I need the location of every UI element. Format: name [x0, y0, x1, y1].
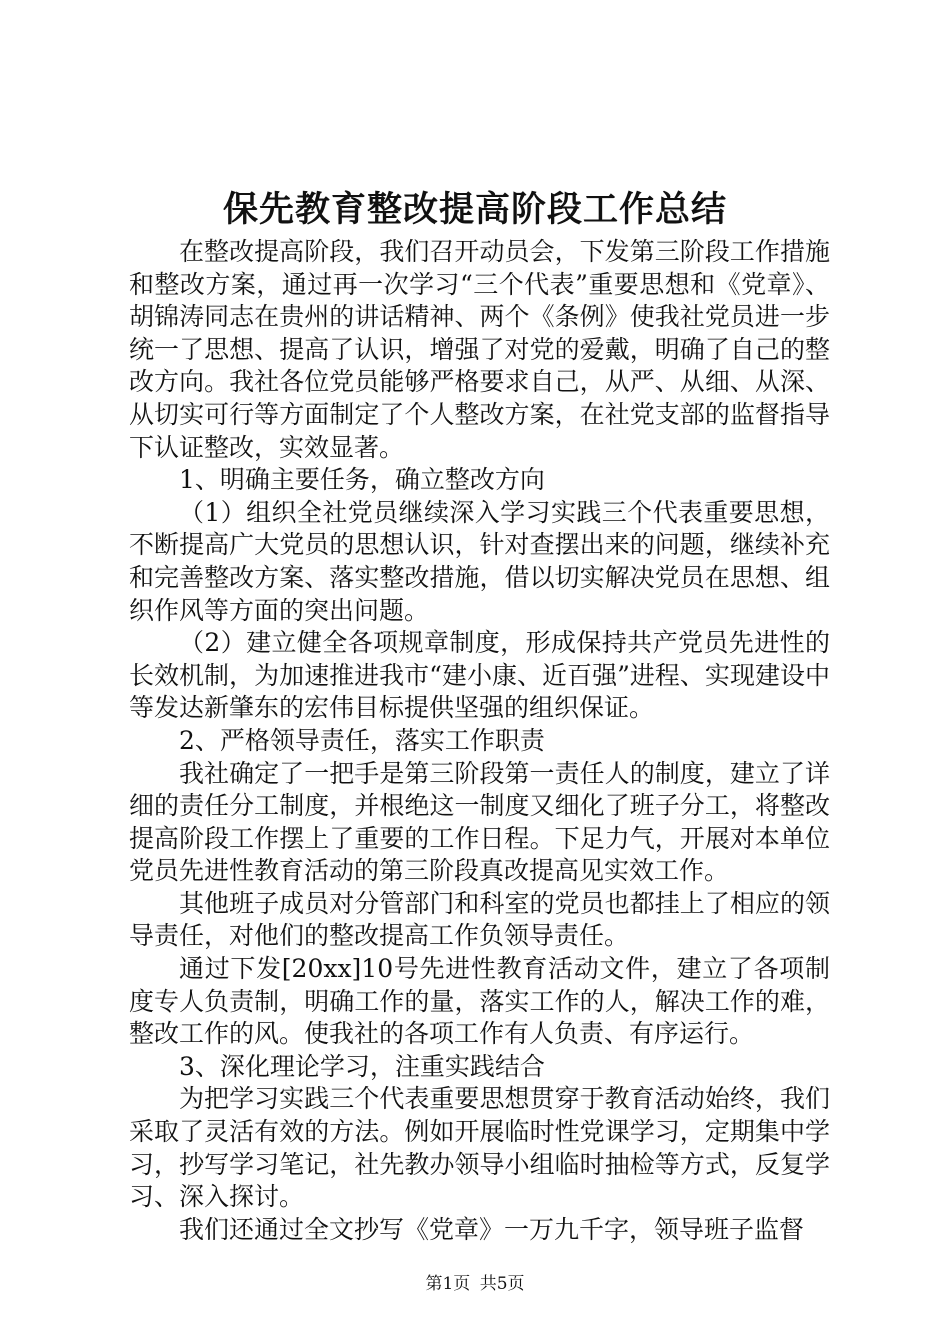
paragraph: 我社确定了一把手是第三阶段第一责任人的制度，建立了详细的责任分工制度，并根绝这一制度又细化了班子分工，将整改提高阶段工作摆上了重要的工作日程。下足力气，开展对本单位党员先进性教育活动的第三阶段真改提高见实效工作。: [129, 758, 830, 886]
section-heading: 2、严格领导责任，落实工作职责: [179, 725, 545, 755]
section-heading: 1、明确主要任务，确立整改方向: [179, 465, 545, 495]
section-heading: 3、深化理论学习，注重实践结合: [179, 1051, 545, 1081]
paragraph: 其他班子成员对分管部门和科室的党员也都挂上了相应的领导责任，对他们的整改提高工作负领导责任。: [129, 888, 830, 951]
page-footer: [0, 1273, 950, 1295]
paragraph: 为把学习实践三个代表重要思想贯穿于教育活动始终，我们采取了灵活有效的方法。例如开展临时性党课学习，定期集中学习，抄写学习笔记，社先教办领导小组临时抽检等方式，反复学习、深入探讨。: [129, 1084, 830, 1212]
paragraph: 我们还通过全文抄写《党章》一万九千字，领导班子监督: [179, 1214, 805, 1244]
paragraph: （1）组织全社党员继续深入学习实践三个代表重要思想，不断提高广大党员的思想认识，针对查摆出来的问题，继续补充和完善整改方案、落实整改措施，借以切实解决党员在思想、组织作风等方面的突出问题。: [129, 497, 830, 625]
document-title: 保先教育整改提高阶段工作总结: [222, 189, 727, 230]
paragraph: （2）建立健全各项规章制度，形成保持共产党员先进性的长效机制，为加速推进我市“建小康、近百强”进程、实现建设中等发达新肇东的宏伟目标提供坚强的组织保证。: [129, 628, 830, 723]
page-number-total: 共5页: [479, 1274, 525, 1294]
document-body: [129, 236, 830, 1246]
page-number-current: 第1页: [425, 1274, 471, 1294]
paragraph: 在整改提高阶段，我们召开动员会，下发第三阶段工作措施和整改方案，通过再一次学习“三个代表”重要思想和《党章》、胡锦涛同志在贵州的讲话精神、两个《条例》使我社党员进一步统一了思想、提高了认识，增强了对党的爱戴，明确了自己的整改方向。我社各位党员能够严格要求自己，从严、从细、从深、从切实可行等方面制定了个人整改方案，在社党支部的监督指导下认证整改，实效显著。: [129, 237, 830, 462]
paragraph: 通过下发[20xx]10号先进性教育活动文件，建立了各项制度专人负责制，明确工作的量，落实工作的人，解决工作的难，整改工作的风。使我社的各项工作有人负责、有序运行。: [129, 954, 830, 1049]
